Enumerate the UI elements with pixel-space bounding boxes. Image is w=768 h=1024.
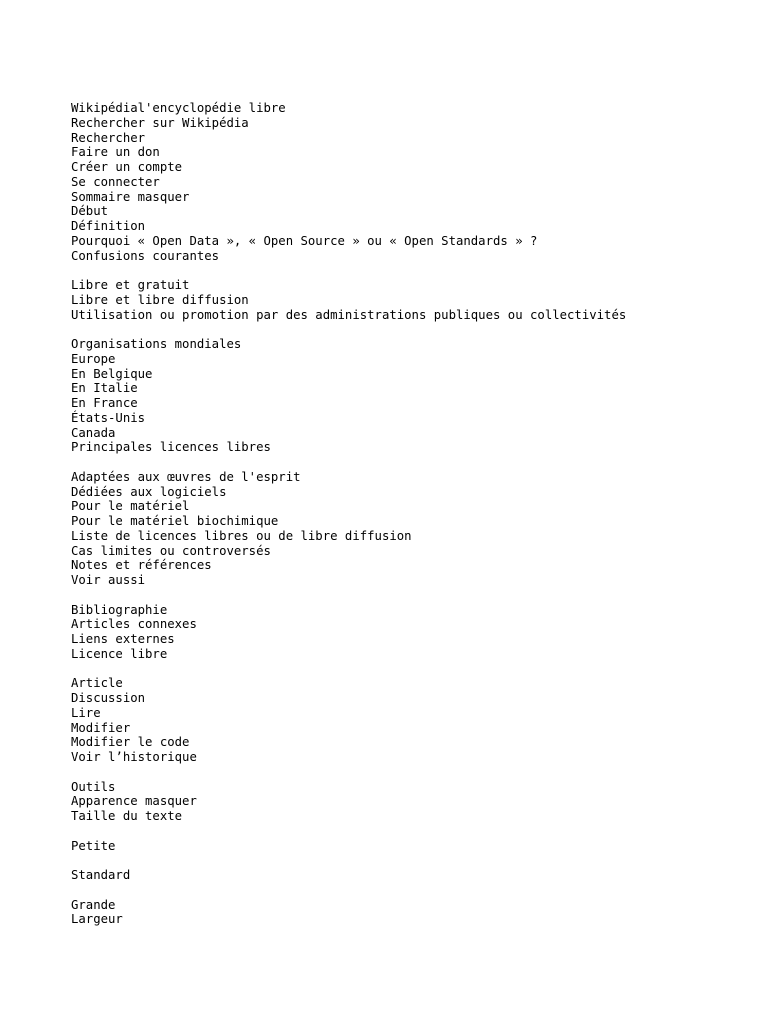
table-of-contents (71, 190, 751, 662)
toc-group (71, 204, 751, 263)
toc-item[interactable]: Confusions courantes (71, 248, 220, 263)
toc-item[interactable]: Dédiées aux logiciels (71, 484, 227, 499)
spacer (71, 765, 751, 780)
toc-item[interactable]: Pour le matériel biochimique (71, 514, 279, 528)
search-input[interactable]: Rechercher sur Wikipédia (71, 115, 249, 130)
toc-item[interactable]: En France (71, 396, 138, 410)
toc-item[interactable]: Pourquoi « Open Data », « Open Source » ou « Open Standards » ? (71, 233, 538, 248)
spacer (71, 263, 751, 278)
tab-read[interactable]: Lire (71, 705, 101, 720)
tools-menu-button[interactable]: Outils (71, 779, 116, 794)
tab-article[interactable]: Article (71, 676, 123, 691)
search-button[interactable]: Rechercher (71, 130, 146, 145)
toc-item[interactable]: Liens externes (71, 632, 175, 646)
text-size-label: Taille du texte (71, 809, 183, 823)
appearance-heading-toggle[interactable]: Apparence masquer (71, 794, 197, 809)
width-label: Largeur (71, 912, 123, 927)
spacer (71, 662, 751, 677)
toc-item[interactable]: Canada (71, 425, 116, 440)
toc-item[interactable]: Cas limites ou controversés (71, 543, 271, 558)
tools-panel (71, 780, 751, 928)
page-title: Licence libre (71, 646, 168, 661)
tab-discussion[interactable]: Discussion (71, 691, 146, 705)
spacer (71, 853, 751, 868)
toc-group (71, 603, 751, 662)
toc-group (71, 470, 751, 588)
toc-item[interactable]: Définition (71, 219, 146, 233)
toc-heading-toggle[interactable]: Sommaire masquer (71, 189, 190, 204)
text-size-large-option[interactable]: Grande (71, 897, 116, 912)
toc-item[interactable]: Bibliographie (71, 602, 168, 617)
toc-item[interactable]: Adaptées aux œuvres de l'esprit (71, 469, 301, 484)
toc-item[interactable]: Début (71, 204, 109, 219)
spacer (71, 322, 751, 337)
toc-item[interactable]: Libre et gratuit (71, 278, 190, 292)
text-size-standard-option[interactable]: Standard (71, 868, 131, 882)
toc-item[interactable]: Utilisation ou promotion par des administrations publiques ou collectivités (71, 307, 627, 322)
toc-item[interactable]: En Italie (71, 381, 138, 396)
page-content (71, 101, 751, 927)
spacer (71, 588, 751, 603)
toc-item[interactable]: Europe (71, 351, 116, 366)
text-size-small-option[interactable]: Petite (71, 838, 116, 853)
toc-item[interactable]: Liste de licences libres ou de libre diffusion (71, 528, 412, 543)
toc-item[interactable]: Pour le matériel (71, 499, 190, 514)
toc-item[interactable]: Organisations mondiales (71, 337, 242, 351)
toc-item[interactable]: En Belgique (71, 366, 153, 381)
create-account-link[interactable]: Créer un compte (71, 160, 183, 174)
toc-item[interactable]: Libre et libre diffusion (71, 292, 249, 307)
toc-group (71, 278, 751, 322)
site-header (71, 101, 751, 190)
toc-item[interactable]: Articles connexes (71, 617, 197, 632)
toc-item[interactable]: Principales licences libres (71, 440, 271, 455)
login-link[interactable]: Se connecter (71, 174, 160, 189)
tab-edit[interactable]: Modifier (71, 720, 131, 735)
spacer (71, 455, 751, 470)
tab-edit-source[interactable]: Modifier le code (71, 735, 190, 750)
toc-item[interactable]: Voir aussi (71, 573, 146, 587)
page-tabs (71, 676, 751, 765)
spacer (71, 824, 751, 839)
spacer (71, 883, 751, 898)
toc-group (71, 337, 751, 455)
donate-link[interactable]: Faire un don (71, 145, 160, 160)
tab-history[interactable]: Voir l’historique (71, 750, 197, 764)
toc-item[interactable]: États-Unis (71, 410, 146, 425)
toc-item[interactable]: Notes et références (71, 558, 212, 573)
wikipedia-logo[interactable]: Wikipédial'encyclopédie libre (71, 101, 286, 115)
